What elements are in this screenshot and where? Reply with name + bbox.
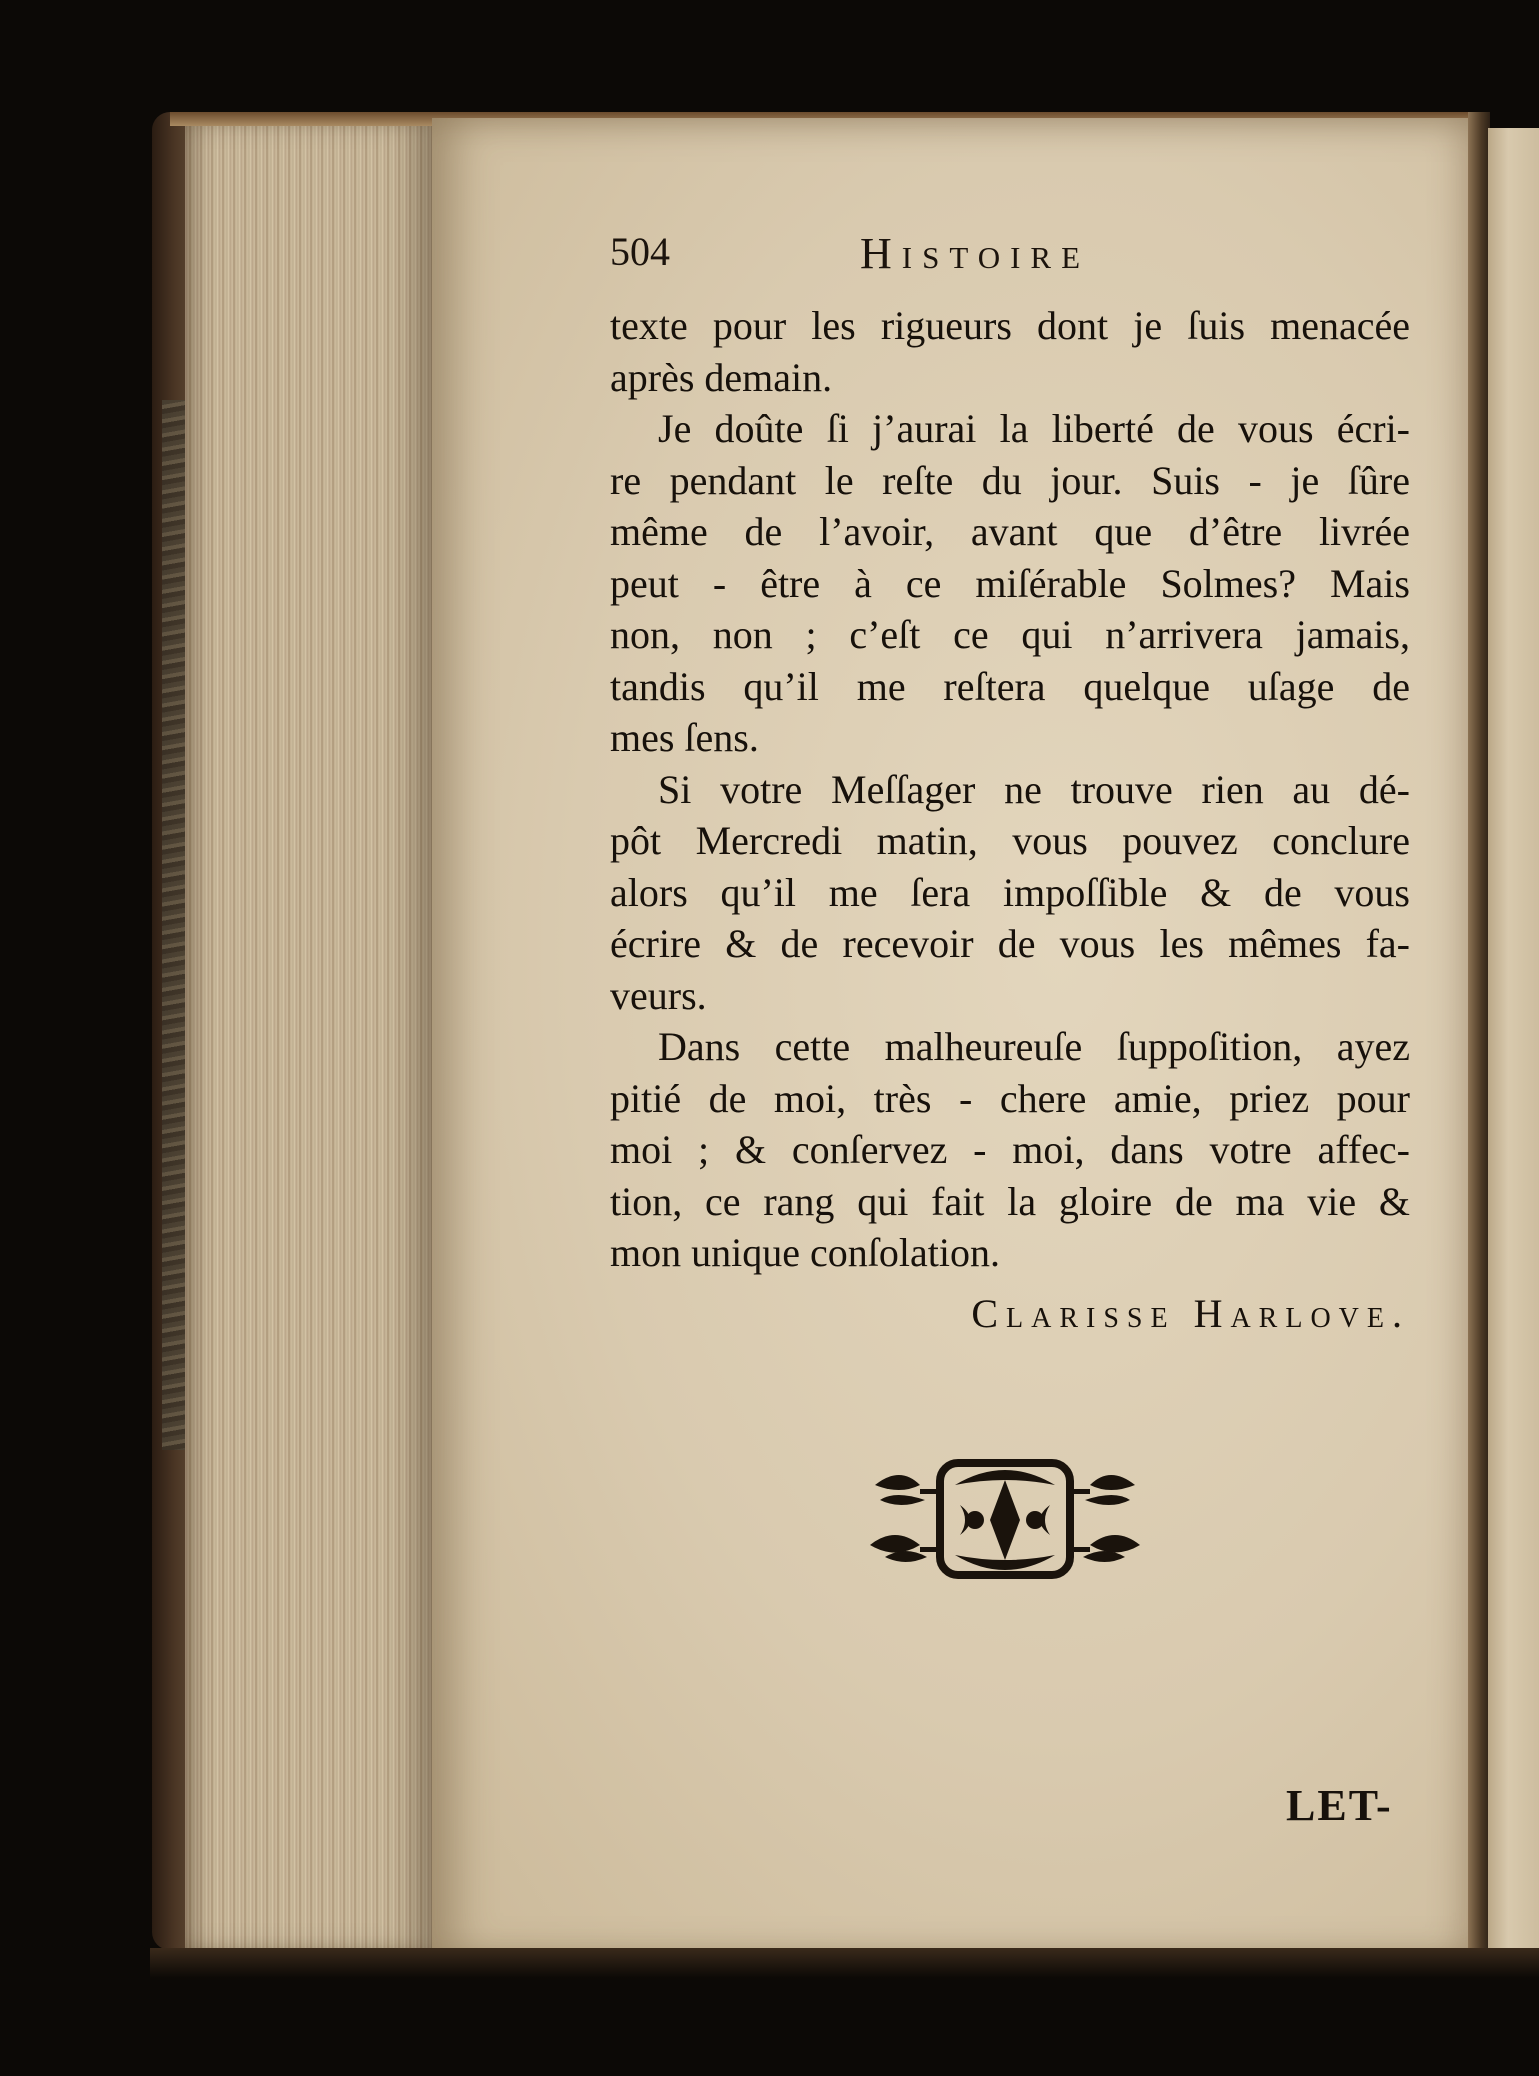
- signature: Clarisse Harlove.: [971, 1291, 1410, 1336]
- text-line: tion, ce rang qui fait la gloire de ma vie &: [610, 1178, 1410, 1224]
- text-line: pitié de moi, très - chere amie, priez pour: [610, 1075, 1410, 1121]
- gutter: [1468, 112, 1490, 1962]
- text-line: après demain.: [610, 354, 833, 400]
- bottom-shadow: [150, 1948, 1539, 1978]
- printers-ornament-icon: [865, 1445, 1145, 1595]
- text-line: moi ; & conſervez - moi, dans votre affec-: [610, 1127, 1410, 1172]
- text-line: écrire & de recevoir de vous les mêmes fa-: [610, 921, 1410, 966]
- text-line: veurs.: [610, 972, 707, 1018]
- running-head: [610, 228, 1430, 288]
- text-line: pôt Mercredi matin, vous pouvez conclure: [610, 818, 1410, 863]
- body-text: [610, 300, 1410, 1279]
- text-line: même de l’avoir, avant que d’être livrée: [610, 509, 1410, 554]
- catchword: LET-: [1286, 1781, 1393, 1830]
- text-line: Dans cette malheureuſe ſuppoſition, ayez: [658, 1024, 1410, 1069]
- running-title: Histoire: [860, 229, 1091, 278]
- text-line: mon unique conſolation.: [610, 1230, 1000, 1275]
- text-line: texte pour les rigueurs dont je ſuis menacée: [610, 303, 1410, 348]
- text-line: tandis qu’il me reſtera quelque uſage de: [610, 663, 1410, 709]
- text-line: peut - être à ce miſérable Solmes? Mais: [610, 560, 1410, 606]
- page-edges: [185, 116, 435, 1956]
- text-line: re pendant le reſte du jour. Suis - je ſûre: [610, 457, 1410, 503]
- text-line: non, non ; c’eſt ce qui n’arrivera jamais,: [610, 612, 1410, 657]
- text-line: Si votre Meſſager ne trouve rien au dé-: [658, 766, 1410, 812]
- text-line: Je doûte ſi j’aurai la liberté de vous écri-: [658, 406, 1410, 451]
- page-number: 504: [610, 229, 670, 274]
- text-line: alors qu’il me ſera impoſſible & de vous: [610, 869, 1410, 915]
- facing-page-edge: [1488, 128, 1539, 1958]
- text-line: mes ſens.: [610, 715, 759, 760]
